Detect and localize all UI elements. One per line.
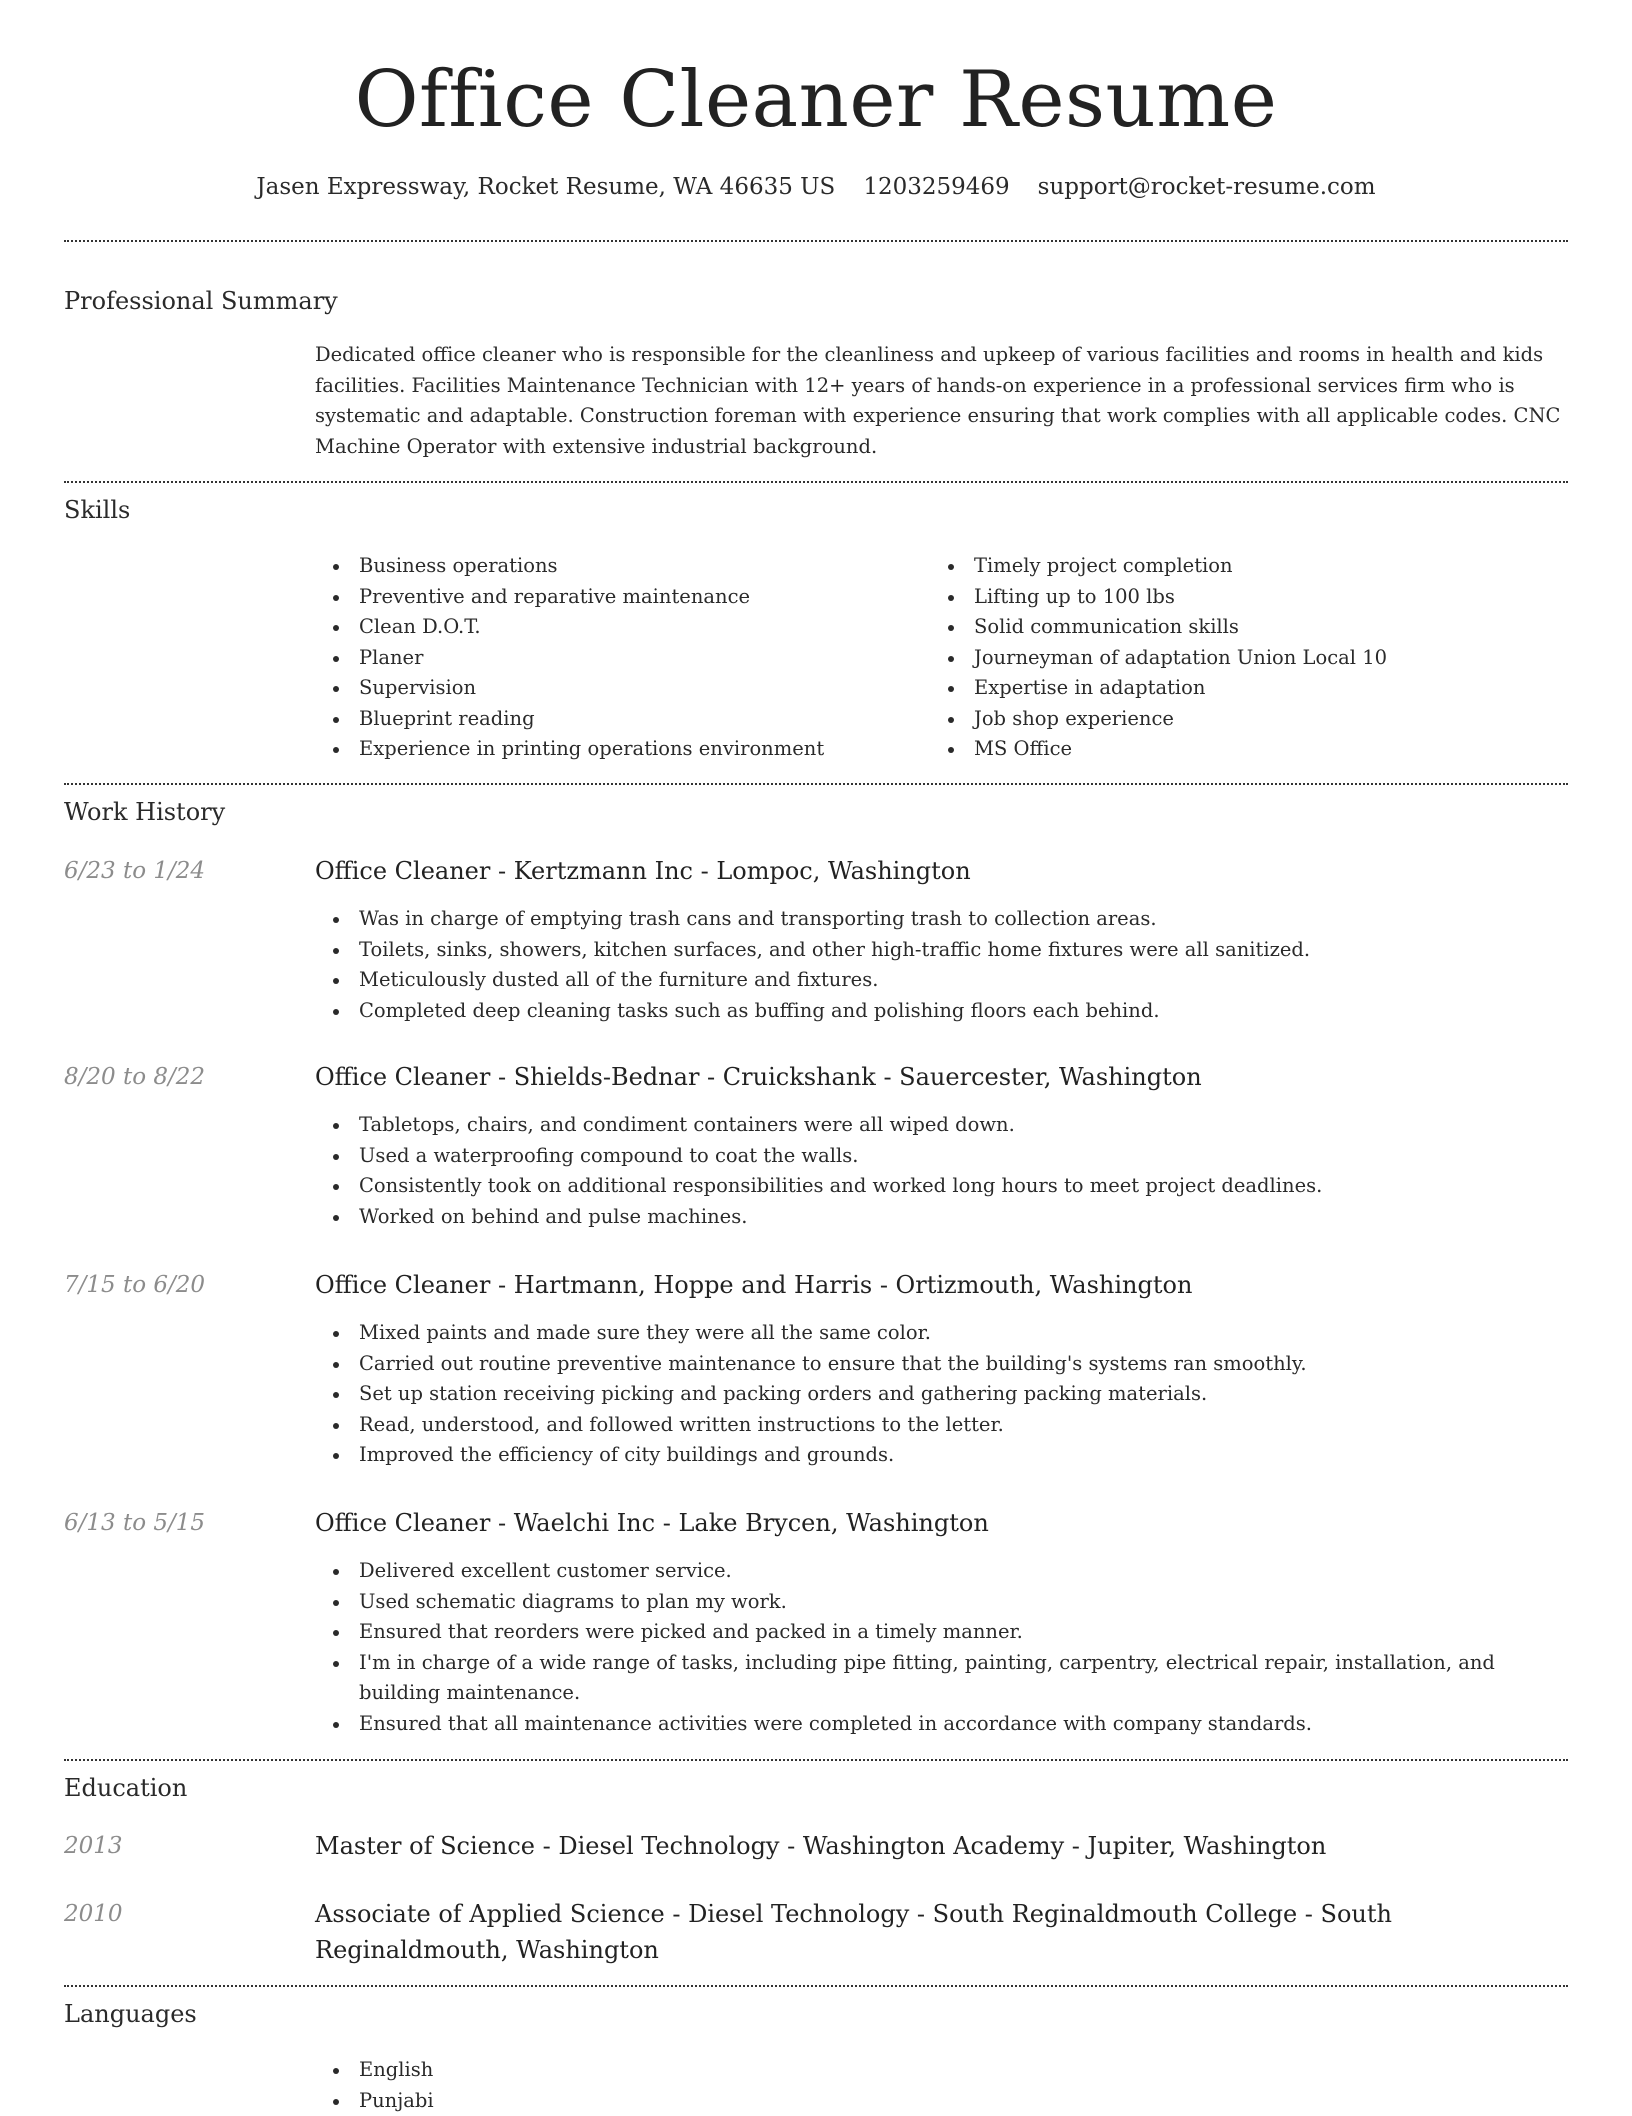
skills-column-left (315, 551, 915, 765)
job-bullet: Worked on behind and pulse machines. (315, 1202, 1568, 1233)
job-date: 6/23 to 1/24 (64, 854, 205, 888)
skill-item: MS Office (930, 734, 1568, 765)
job-bullet: Was in charge of emptying trash cans and transporting trash to collection areas. (315, 904, 1568, 935)
job-bullet: Consistently took on additional responsibilities and worked long hours to meet project deadlines. (315, 1171, 1568, 1202)
job-bullets (315, 1556, 1568, 1739)
job-date: 7/15 to 6/20 (64, 1268, 205, 1302)
resume-title: Office Cleaner Resume (64, 52, 1568, 148)
skill-item: Expertise in adaptation (930, 673, 1568, 704)
education-title: Master of Science - Diesel Technology - Washington Academy - Jupiter, Washington (315, 1828, 1568, 1864)
contact-line (64, 170, 1568, 204)
job-date: 6/13 to 5/15 (64, 1506, 205, 1540)
summary-heading: Professional Summary (64, 284, 338, 318)
skill-item: Solid communication skills (930, 612, 1568, 643)
contact-email: support@rocket-resume.com (1038, 174, 1376, 200)
skills-column-right (930, 551, 1568, 765)
section-divider (64, 783, 1568, 785)
education-heading: Education (64, 1771, 187, 1805)
skill-item: Planer (315, 643, 915, 674)
skill-item: Experience in printing operations environment (315, 734, 915, 765)
skill-item: Business operations (315, 551, 915, 582)
job-bullets (315, 1110, 1568, 1232)
skill-item: Lifting up to 100 lbs (930, 582, 1568, 613)
skill-item: Clean D.O.T. (315, 612, 915, 643)
job-bullet: Improved the efficiency of city buildings and grounds. (315, 1440, 1568, 1471)
job-bullet: Mixed paints and made sure they were all the same color. (315, 1318, 1568, 1349)
job-bullet: Ensured that all maintenance activities were completed in accordance with company standards. (315, 1709, 1568, 1740)
language-item: Punjabi (315, 2086, 915, 2116)
education-year: 2013 (64, 1829, 123, 1863)
job-bullets (315, 1318, 1568, 1471)
skill-item: Supervision (315, 673, 915, 704)
job-bullet: Used schematic diagrams to plan my work. (315, 1587, 1568, 1618)
job-bullet: Meticulously dusted all of the furniture and fixtures. (315, 965, 1568, 996)
job-bullet: Ensured that reorders were picked and packed in a timely manner. (315, 1617, 1568, 1648)
work-heading: Work History (64, 795, 225, 829)
section-divider (64, 240, 1568, 242)
job-bullet: Tabletops, chairs, and condiment containers were all wiped down. (315, 1110, 1568, 1141)
contact-address: Jasen Expressway, Rocket Resume, WA 46635 US (256, 174, 835, 200)
skill-item: Journeyman of adaptation Union Local 10 (930, 643, 1568, 674)
job-title: Office Cleaner - Shields-Bednar - Cruickshank - Sauercester, Washington (315, 1059, 1568, 1095)
job-bullet: Delivered excellent customer service. (315, 1556, 1568, 1587)
job-bullets (315, 904, 1568, 1026)
job-title: Office Cleaner - Waelchi Inc - Lake Brycen, Washington (315, 1505, 1568, 1541)
summary-text: Dedicated office cleaner who is responsible for the cleanliness and upkeep of various facilities and rooms in health and kids facilities. Facilities Maintenance Technician with 12+ years of hands-on experience in a professional services firm who is systematic and adaptable. Construction foreman with experience ensuring that work complies with all applicable codes. CNC Machine Operator with extensive industrial background. (315, 340, 1568, 462)
skill-item: Preventive and reparative maintenance (315, 582, 915, 613)
section-divider (64, 1985, 1568, 1987)
languages-list (315, 2055, 915, 2116)
section-divider (64, 1759, 1568, 1761)
education-title: Associate of Applied Science - Diesel Technology - South Reginaldmouth College - South Reginaldmouth, Washington (315, 1896, 1568, 1968)
skill-item: Blueprint reading (315, 704, 915, 735)
section-divider (64, 481, 1568, 483)
languages-heading: Languages (64, 1997, 197, 2031)
language-item: English (315, 2055, 915, 2086)
skill-item: Job shop experience (930, 704, 1568, 735)
job-bullet: Set up station receiving picking and packing orders and gathering packing materials. (315, 1379, 1568, 1410)
skills-heading: Skills (64, 493, 130, 527)
job-bullet: Toilets, sinks, showers, kitchen surfaces, and other high-traffic home fixtures were all sanitized. (315, 935, 1568, 966)
job-bullet: Used a waterproofing compound to coat the walls. (315, 1141, 1568, 1172)
education-year: 2010 (64, 1897, 123, 1931)
job-title: Office Cleaner - Hartmann, Hoppe and Harris - Ortizmouth, Washington (315, 1267, 1568, 1303)
job-bullet: Read, understood, and followed written instructions to the letter. (315, 1410, 1568, 1441)
contact-phone: 1203259469 (863, 174, 1009, 200)
job-bullet: I'm in charge of a wide range of tasks, including pipe fitting, painting, carpentry, electrical repair, installation, and building maintenance. (315, 1648, 1568, 1709)
job-bullet: Completed deep cleaning tasks such as buffing and polishing floors each behind. (315, 996, 1568, 1027)
job-bullet: Carried out routine preventive maintenance to ensure that the building's systems ran smoothly. (315, 1349, 1568, 1380)
job-title: Office Cleaner - Kertzmann Inc - Lompoc, Washington (315, 853, 1568, 889)
skill-item: Timely project completion (930, 551, 1568, 582)
job-date: 8/20 to 8/22 (64, 1060, 205, 1094)
